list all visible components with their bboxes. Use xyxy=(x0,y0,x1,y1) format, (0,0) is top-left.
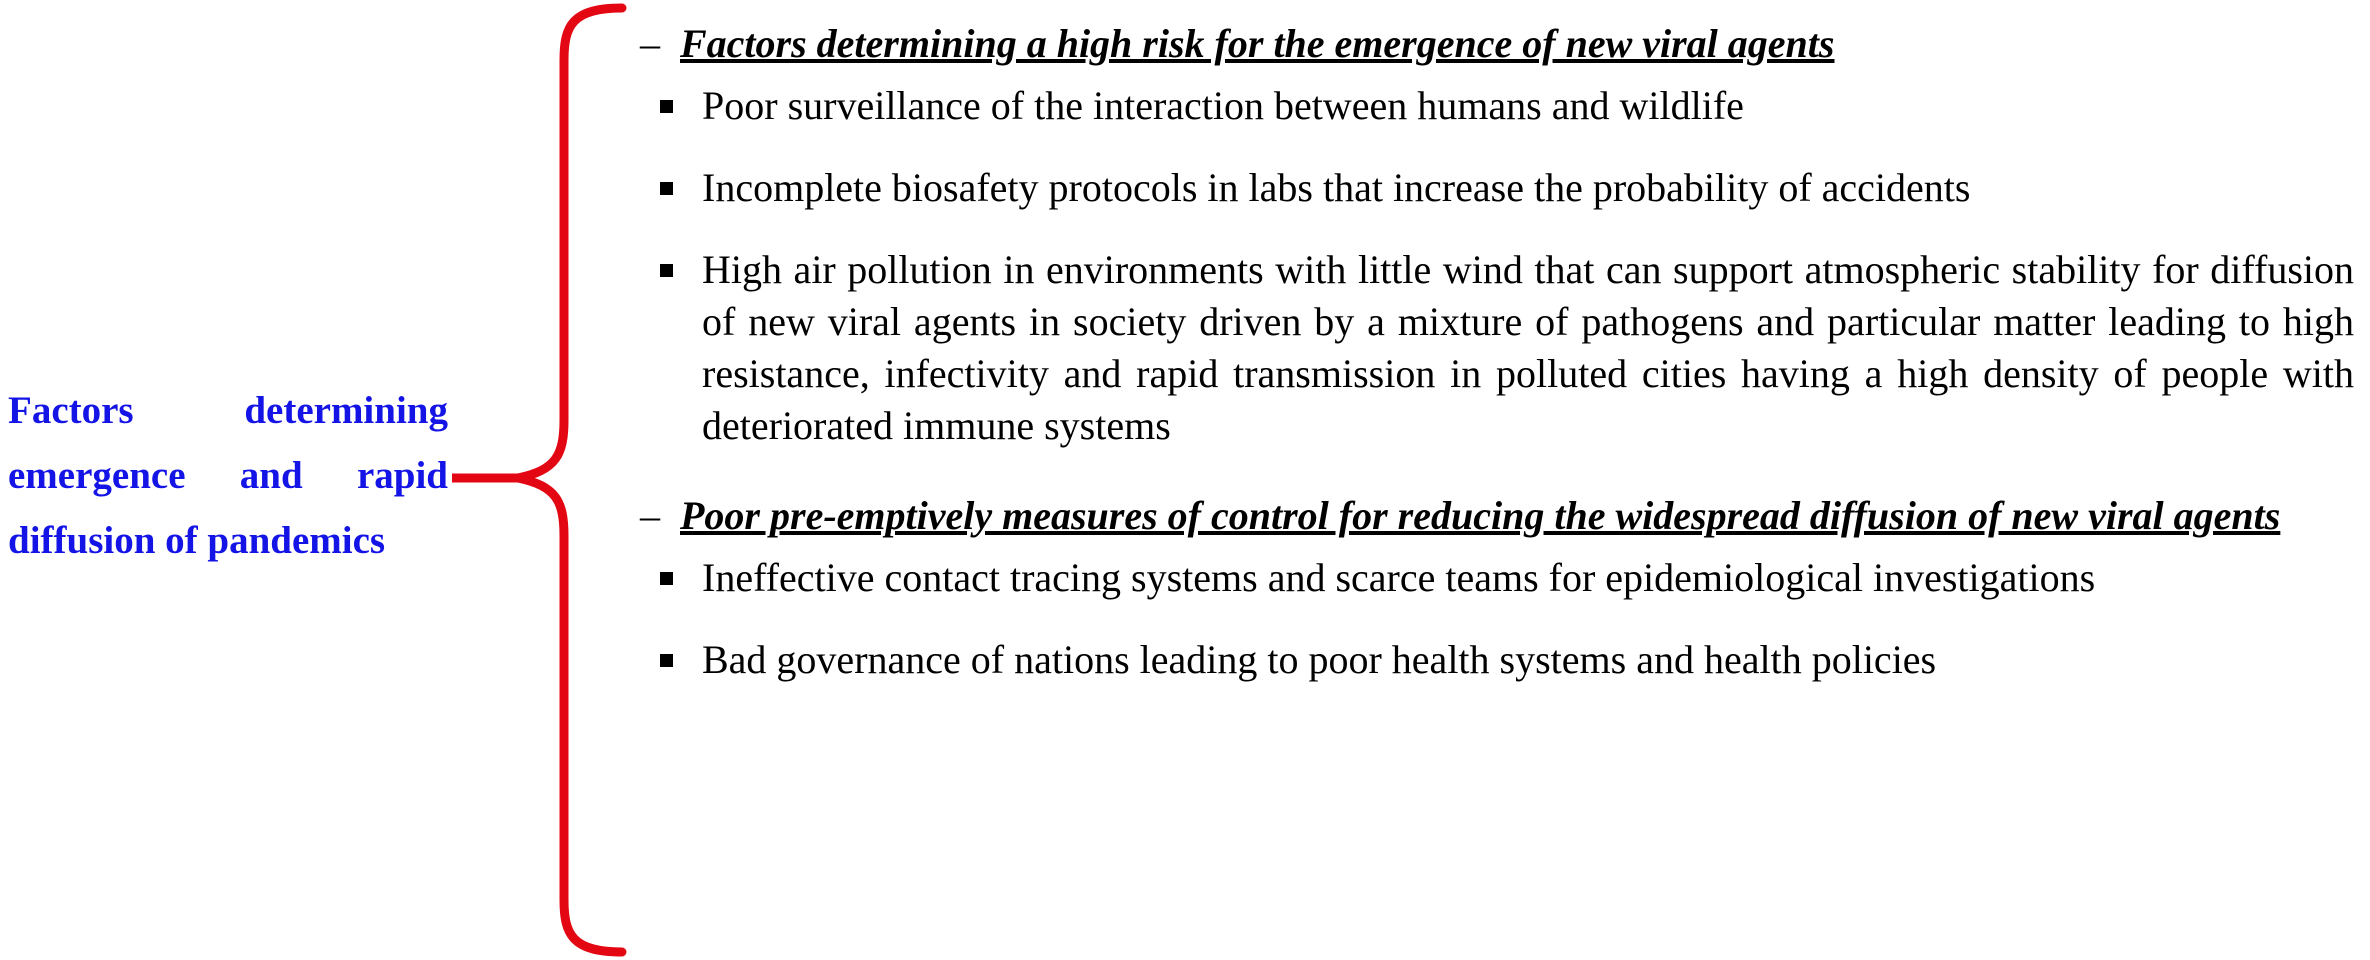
dash-bullet-icon: – xyxy=(640,21,660,66)
left-label-line-3: diffusion of pandemics xyxy=(8,519,386,562)
content-column xyxy=(636,0,2354,686)
list-item xyxy=(636,634,2354,686)
left-label-line-1: Factors determining xyxy=(8,389,448,432)
square-bullet-icon xyxy=(660,100,673,113)
spacer xyxy=(636,604,2354,634)
group-heading-2 xyxy=(636,490,2354,542)
curly-brace-connector xyxy=(452,0,652,960)
group-heading-2-text: Poor pre-emptively measures of control for reducing the widespread diffusion of new viral agents xyxy=(680,493,2281,538)
square-bullet-icon xyxy=(660,572,673,585)
spacer xyxy=(636,452,2354,490)
square-bullet-icon xyxy=(660,264,673,277)
spacer xyxy=(636,214,2354,244)
square-bullet-icon xyxy=(660,654,673,667)
spacer xyxy=(636,70,2354,80)
spacer xyxy=(636,132,2354,162)
left-category-label xyxy=(8,378,448,573)
list-item xyxy=(636,552,2354,604)
left-label-line-2: emergence and rapid xyxy=(8,454,448,497)
group-heading-1 xyxy=(636,18,2354,70)
list-item-text: Incomplete biosafety protocols in labs that increase the probability of accidents xyxy=(702,165,1971,210)
list-item-text: Ineffective contact tracing systems and scarce teams for epidemiological investigations xyxy=(702,555,2096,600)
list-item-text: Poor surveillance of the interaction between humans and wildlife xyxy=(702,83,1744,128)
list-item-text: Bad governance of nations leading to poor health systems and health policies xyxy=(702,637,1937,682)
dash-bullet-icon: – xyxy=(640,493,660,538)
spacer xyxy=(636,542,2354,552)
list-item xyxy=(636,80,2354,132)
list-item-text: High air pollution in environments with little wind that can support atmospheric stability for diffusion of new viral agents in society driven by a mixture of pathogens and particular matter leading to high resistance, infectivity and rapid transmission in polluted cities having a high density of people with deteriorated immune systems xyxy=(702,247,2354,448)
group-heading-1-text: Factors determining a high risk for the emergence of new viral agents xyxy=(680,21,1835,66)
list-item xyxy=(636,162,2354,214)
list-item xyxy=(636,244,2354,452)
square-bullet-icon xyxy=(660,182,673,195)
